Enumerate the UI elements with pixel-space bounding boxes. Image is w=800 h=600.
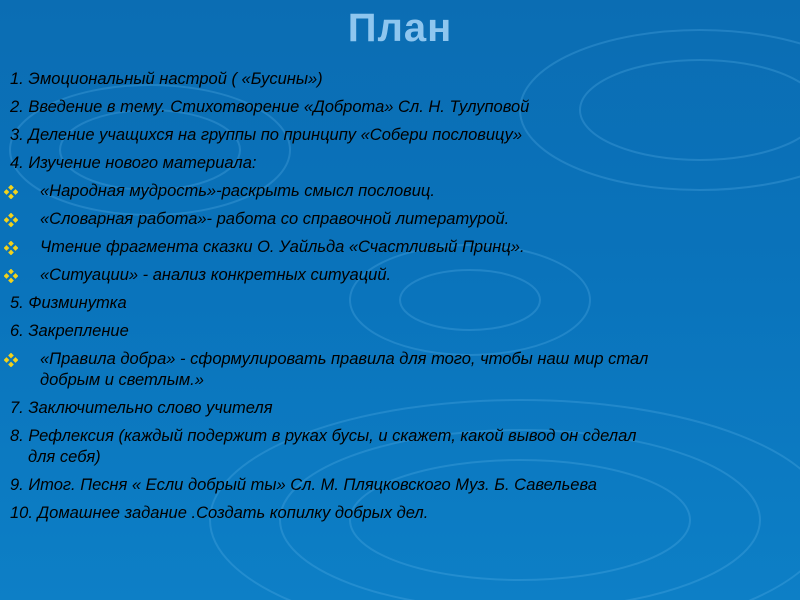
diamond-bullet-icon [4, 213, 18, 227]
plan-item-3: 3. Деление учащихся на группы по принципу «Собери пословицу» [10, 126, 523, 144]
plan-subitem-text: Чтение фрагмента сказки О. Уайльда «Счастливый Принц». [40, 238, 525, 256]
plan-item-8-line1: 8. Рефлексия (каждый подержит в руках бусы, и скажет, какой вывод он сделал [10, 427, 637, 445]
plan-item-8 [8, 426, 798, 468]
slide-title: План [347, 6, 453, 50]
plan-subitem-text-line1: «Правила добра» - сформулировать правила для того, чтобы наш мир стал [40, 350, 649, 368]
plan-subitem-text: «Народная мудрость»-раскрыть смысл пословиц. [40, 182, 435, 200]
plan-item-5: 5. Физминутка [10, 294, 127, 312]
plan-subitem-folk-wisdom [8, 181, 798, 202]
plan-item-1: 1. Эмоциональный настрой ( «Бусины») [10, 70, 323, 88]
plan-item-2: 2. Введение в тему. Стихотворение «Доброта» Сл. Н. Тулуповой [10, 98, 530, 116]
plan-item-8-line2: для себя) [28, 448, 101, 466]
plan-subitem-vocabulary [8, 209, 798, 230]
plan-subitem-situations [8, 265, 798, 286]
plan-subitem-reading [8, 237, 798, 258]
plan-subitem-text: «Словарная работа»- работа со справочной литературой. [40, 210, 510, 228]
diamond-bullet-icon [4, 185, 18, 199]
plan-item-10: 10. Домашнее задание .Создать копилку добрых дел. [10, 504, 429, 522]
plan-subitem-rules-of-kindness [8, 349, 798, 391]
plan-item-7: 7. Заключительно слово учителя [10, 399, 273, 417]
diamond-bullet-icon [4, 353, 18, 367]
diamond-bullet-icon [4, 269, 18, 283]
diamond-bullet-icon [4, 241, 18, 255]
plan-subitem-text-line2: добрым и светлым.» [40, 371, 204, 389]
plan-item-4: 4. Изучение нового материала: [10, 154, 257, 172]
plan-item-6: 6. Закрепление [10, 322, 129, 340]
plan-subitem-text: «Ситуации» - анализ конкретных ситуаций. [40, 266, 392, 284]
plan-item-9: 9. Итог. Песня « Если добрый ты» Сл. М. Пляцковского Муз. Б. Савельева [10, 476, 597, 494]
plan-list [8, 69, 798, 531]
